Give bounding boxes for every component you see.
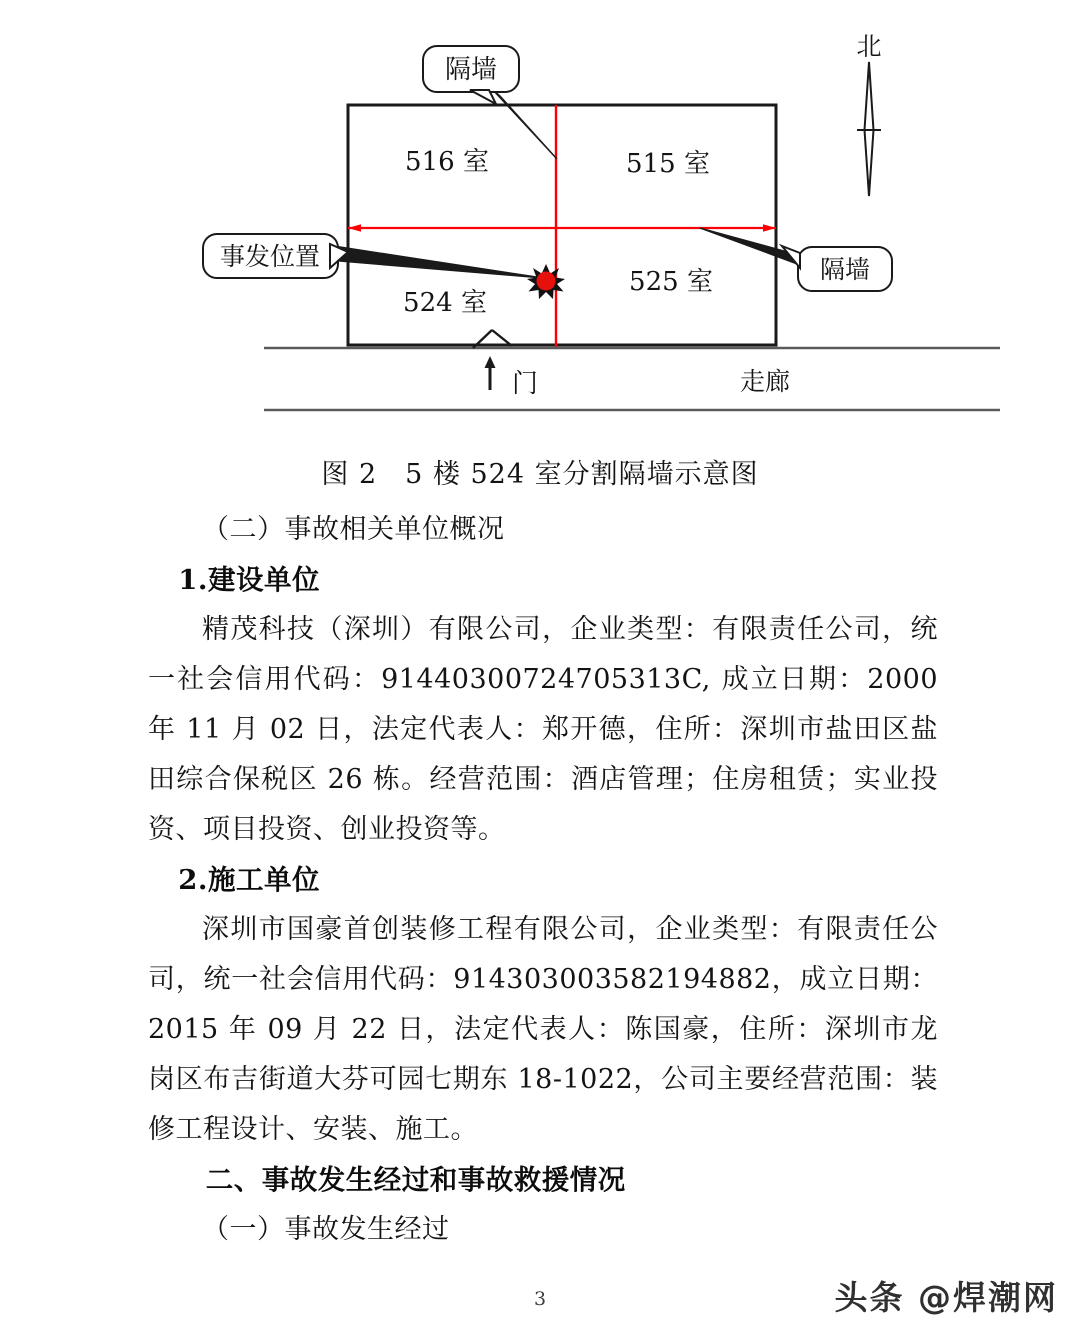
item2-heading: 2.施工单位: [178, 864, 320, 896]
callout-incident-location: [203, 234, 348, 278]
document-body: [148, 505, 938, 1255]
item1-body: 精茂科技（深圳）有限公司，企业类型：有限责任公司，统一社会信用代码：91440300724705313C, 成立日期：2000 年 11 月 02 日，法定代表人：郑开德，住所：深圳市盐田区盐田综合保税区 26 栋。经营范围：酒店管理；住房租赁；实业投资、项目投资、创业投资等。: [148, 614, 938, 845]
figure-caption: 图 2 5 楼 524 室分割隔墙示意图: [321, 459, 759, 490]
item2-body: 深圳市国豪首创装修工程有限公司，企业类型：有限责任公司，统一社会信用代码：914303003582194882，成立日期：2015 年 09 月 22 日，法定代表人：陈国豪，住所：深圳市龙岗区布吉街道大芬可园七期东 18-1022，公司主要经营范围：装修工程设计、安装、施工。: [148, 914, 938, 1145]
door-arrow-head: [485, 356, 496, 368]
callout-partition-top: [423, 46, 519, 104]
room-label-516: 516 室: [405, 147, 489, 177]
section-two-heading: （二）事故相关单位概况: [202, 514, 505, 545]
callout-partition-right: [782, 246, 892, 291]
subsection-one-heading: （一）事故发生经过: [202, 1214, 450, 1245]
room-label-515: 515 室: [626, 149, 710, 179]
callout-partition-top-label: 隔墙: [444, 55, 498, 85]
callout-incident-location-label: 事发位置: [219, 242, 321, 271]
floor-plan-figure: [0, 0, 1080, 430]
room-label-525: 525 室: [629, 267, 713, 297]
corridor-label: 走廊: [739, 367, 791, 396]
callout-partition-right-label: 隔墙: [819, 255, 871, 284]
item1-heading: 1.建设单位: [178, 564, 320, 596]
room-label-524: 524 室: [403, 288, 487, 318]
section-heading-two: 二、事故发生经过和事故救援情况: [205, 1164, 626, 1196]
compass-label-north: 北: [856, 32, 882, 61]
door-label: 门: [512, 369, 539, 399]
watermark: 头条 @焊潮网: [834, 1278, 1058, 1317]
page-number: 3: [533, 1288, 547, 1310]
